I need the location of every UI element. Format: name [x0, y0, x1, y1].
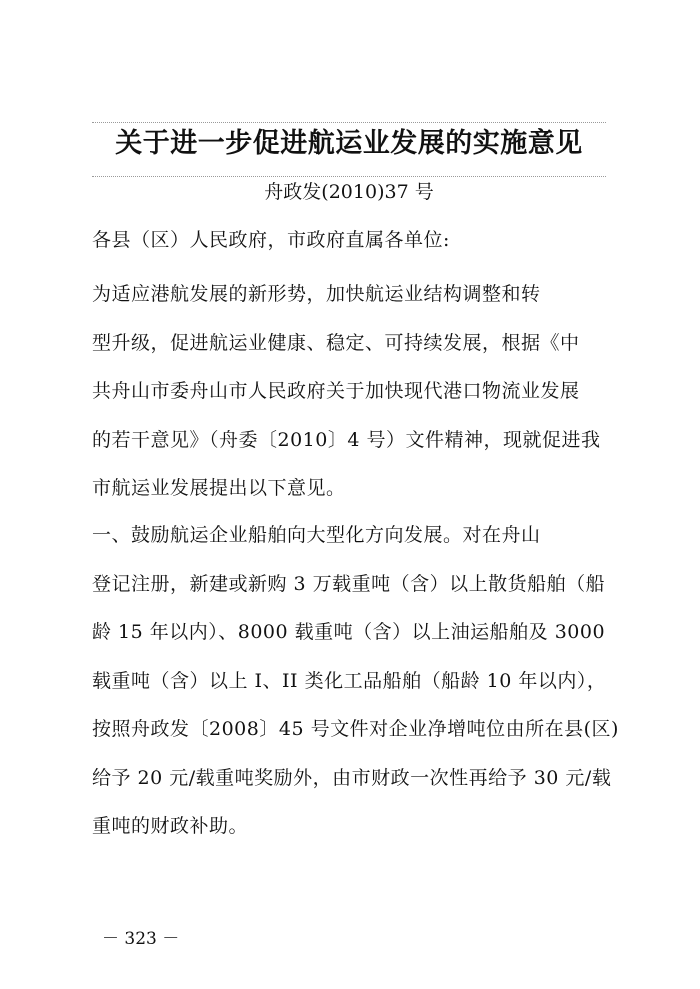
salutation: 各县（区）人民政府，市政府直属各单位:	[92, 229, 450, 251]
paragraph-line: 一、鼓励航运企业船舶向大型化方向发展。对在舟山	[92, 524, 541, 546]
paragraph-line: 共舟山市委舟山市人民政府关于加快现代港口物流业发展	[92, 380, 580, 402]
document-title: 关于进一步促进航运业发展的实施意见	[115, 128, 583, 159]
paragraph-line: 为适应港航发展的新形势，加快航运业结构调整和转	[92, 283, 541, 305]
paragraph-2	[92, 511, 619, 851]
paragraph-line: 重吨的财政补助。	[92, 815, 249, 837]
paragraph-line: 型升级，促进航运业健康、稳定、可持续发展，根据《中	[92, 331, 580, 354]
paragraph-1	[92, 270, 612, 513]
paragraph-line: 登记注册，新建或新购 3 万载重吨（含）以上散货船舶（船	[92, 572, 606, 595]
paragraph-line: 的若干意见》（舟委〔2010〕4 号）文件精神，现就促进我	[92, 428, 601, 451]
paragraph-line: 载重吨（含）以上 I、II 类化工品船舶（船龄 10 年以内），	[92, 669, 607, 692]
title-top-rule	[92, 122, 606, 123]
document-number: 舟政发(2010)37 号	[264, 181, 434, 203]
title-bottom-rule	[92, 176, 606, 177]
paragraph-line: 按照舟政发〔2008〕45 号文件对企业净增吨位由所在县(区)	[92, 718, 619, 740]
paragraph-line: 市航运业发展提出以下意见。	[92, 477, 346, 499]
paragraph-line: 龄 15 年以内）、8000 载重吨（含）以上油运船舶及 3000	[92, 621, 606, 643]
page-number: － 323 －	[102, 929, 180, 949]
paragraph-line: 给予 20 元/载重吨奖励外，由市财政一次性再给予 30 元/载	[92, 766, 612, 789]
